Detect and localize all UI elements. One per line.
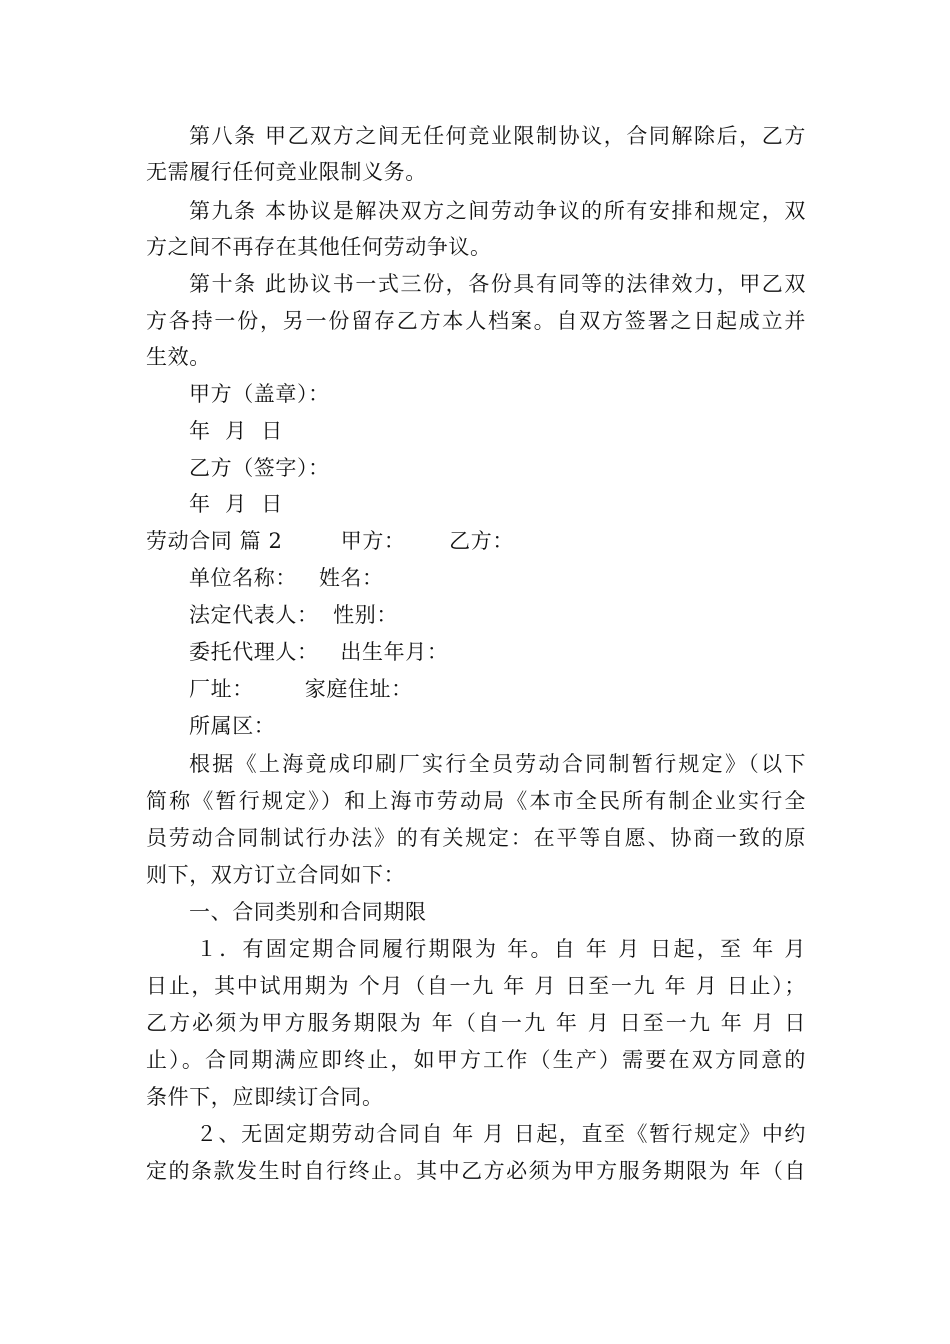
contract-2-heading: 劳动合同 篇 2 甲方： 乙方： bbox=[146, 529, 514, 553]
article-10-line-3: 生效。 bbox=[146, 345, 211, 369]
section-1-heading: 一、合同类别和合同期限 bbox=[189, 900, 427, 924]
article-8-line-1: 第八条 甲乙双方之间无任何竞业限制协议，合同解除后，乙方 bbox=[189, 124, 806, 148]
article-9-line-1: 第九条 本协议是解决双方之间劳动争议的所有安排和规定，双 bbox=[189, 199, 806, 223]
field-district: 所属区： bbox=[189, 714, 276, 738]
preamble-line-2: 简称《暂行规定》）和上海市劳动局《本市全民所有制企业实行全 bbox=[146, 789, 806, 813]
preamble-line-4: 则下，双方订立合同如下： bbox=[146, 863, 406, 887]
field-agent: 委托代理人： 出生年月： bbox=[189, 640, 449, 664]
clause-1-line-1: １．有固定期合同履行期限为 年。自 年 月 日起，至 年 月 bbox=[196, 937, 806, 961]
party-a-seal-label: 甲方（盖章）： bbox=[189, 382, 330, 406]
article-10-line-2: 方各持一份，另一份留存乙方本人档案。自双方签署之日起成立并 bbox=[146, 309, 806, 333]
preamble-line-3: 员劳动合同制试行办法》的有关规定：在平等自愿、协商一致的原 bbox=[146, 826, 806, 850]
party-b-signature-label: 乙方（签字）： bbox=[189, 456, 330, 480]
clause-2-line-1: ２、无固定期劳动合同自 年 月 日起，直至《暂行规定》中约 bbox=[196, 1122, 806, 1146]
party-a-date: 年 月 日 bbox=[189, 419, 283, 443]
party-b-date: 年 月 日 bbox=[189, 492, 283, 516]
article-8-line-2: 无需履行任何竞业限制义务。 bbox=[146, 160, 427, 184]
clause-1-line-5: 条件下，应即续订合同。 bbox=[146, 1085, 384, 1109]
field-address: 厂址： 家庭住址： bbox=[189, 677, 413, 701]
preamble-line-1: 根据《上海竟成印刷厂实行全员劳动合同制暂行规定》（以下 bbox=[189, 752, 806, 776]
clause-2-line-2: 定的条款发生时自行终止。其中乙方必须为甲方服务期限为 年（自 bbox=[146, 1159, 806, 1183]
clause-1-line-2: 日止，其中试用期为 个月（自一九 年 月 日至一九 年 月 日止）； bbox=[146, 974, 806, 998]
field-unit-name: 单位名称： 姓名： bbox=[189, 566, 384, 590]
field-legal-rep: 法定代表人： 性别： bbox=[189, 603, 398, 627]
article-10-line-1: 第十条 此协议书一式三份，各份具有同等的法律效力，甲乙双 bbox=[189, 272, 806, 296]
clause-1-line-3: 乙方必须为甲方服务期限为 年（自一九 年 月 日至一九 年 月 日 bbox=[146, 1011, 806, 1035]
clause-1-line-4: 止）。合同期满应即终止，如甲方工作（生产）需要在双方同意的 bbox=[146, 1048, 806, 1072]
article-9-line-2: 方之间不再存在其他任何劳动争议。 bbox=[146, 235, 492, 259]
